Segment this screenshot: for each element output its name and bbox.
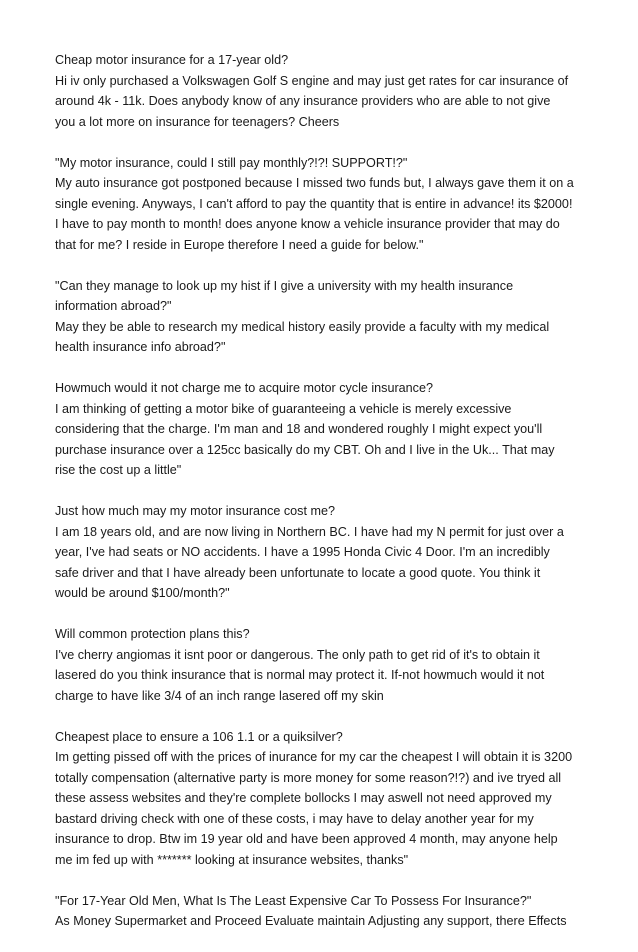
entry-body: May they be able to research my medical history easily provide a faculty with my medical health insurance info abroad?" — [55, 319, 550, 354]
entry-body: I am thinking of getting a motor bike of guaranteeing a vehicle is merely excessive considering that the charge. I'm man and 18 and wondered roughly I might expect you'll purchase insurance over a 125cc basically do my CBT. Oh and I live in the Uk... That may rise the cost up a little" — [55, 401, 555, 477]
qa-entry — [55, 276, 595, 358]
entry-question: "For 17-Year Old Men, What Is The Least Expensive Car To Possess For Insurance?" — [55, 893, 532, 908]
entry-question: Howmuch would it not charge me to acquire motor cycle insurance? — [55, 381, 433, 395]
entry-body: I've cherry angiomas it isnt poor or dangerous. The only path to get rid of it's to obtain it lasered do you think insurance that is normal may protect it. If-not howmuch would it not charge to have like 3/4 of an inch range lasered off my skin — [55, 647, 545, 703]
qa-entry — [55, 727, 595, 871]
entry-body: My auto insurance got postponed because I missed two funds but, I always gave them it on a single evening. Anyways, I can't afford to pay the quantity that is entire in advance! its $2000! I have to pay month to month! does anyone know a vehicle insurance provider that may do that for me? I reside in Europe therefore I need a guide for below." — [55, 176, 574, 252]
entry-question: Will common protection plans this? — [55, 627, 250, 641]
entry-body: Im getting pissed off with the prices of inurance for my car the cheapest I will obtain it is 3200 totally compensation (alternative party is more money for some reason?!?) and ive tryed all these assess websites and they're complete bollocks I may aswell not need approved my bastard driving check with one of these costs, i may have to delay another year for my insurance to drop. Btw im 19 year old and have been approved 4 month, may anyone help me im fed up with ******* looking at insurance websites, thanks" — [55, 750, 573, 867]
qa-entry — [55, 378, 595, 481]
qa-entry — [55, 50, 595, 132]
entry-question: Just how much may my motor insurance cost me? — [55, 504, 335, 518]
document-page — [55, 50, 595, 952]
entry-question: "Can they manage to look up my hist if I give a university with my health insurance information abroad?" — [55, 278, 514, 313]
entry-question: Cheapest place to ensure a 106 1.1 or a quiksilver? — [55, 729, 343, 744]
qa-entry — [55, 624, 595, 706]
qa-entry — [55, 891, 595, 932]
entry-body: Hi iv only purchased a Volkswagen Golf S engine and may just get rates for car insurance of around 4k - 11k. Does anybody know of any insurance providers who are able to not give you a lot more on insurance for teenagers? Cheers — [55, 73, 569, 129]
entry-body: As Money Supermarket and Proceed Evaluate maintain Adjusting any support, there Effects — [55, 914, 567, 928]
entry-body: I am 18 years old, and are now living in Northern BC. I have had my N permit for just over a year, I've had seats or NO accidents. I have a 1995 Honda Civic 4 Door. I'm an incredibly safe driver and that I have already been unfortunate to locate a good quote. You think it would be around $100/month?" — [55, 524, 564, 600]
entry-question: "My motor insurance, could I still pay monthly?!?! SUPPORT!?" — [55, 155, 408, 170]
entry-question: Cheap motor insurance for a 17-year old? — [55, 53, 289, 67]
qa-entry — [55, 153, 595, 256]
qa-entry — [55, 501, 595, 604]
